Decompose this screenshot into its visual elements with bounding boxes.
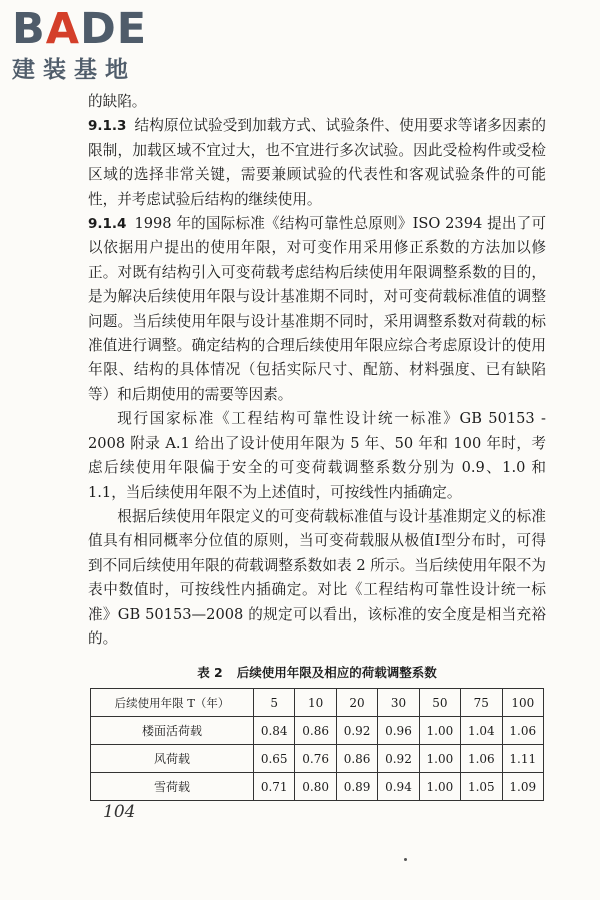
brand-logo <box>12 6 187 84</box>
table-cell: 1.04 <box>461 717 502 745</box>
table-header-year: 10 <box>295 689 336 717</box>
table-cell: 0.76 <box>295 745 336 773</box>
table-cell: 0.96 <box>378 717 419 745</box>
table-caption-number: 表 2 <box>197 665 223 681</box>
table-header-year: 30 <box>378 689 419 717</box>
logo-wordmark <box>12 6 187 52</box>
table-header-year: 20 <box>336 689 377 717</box>
table-caption <box>88 661 546 685</box>
table-header-year: 75 <box>461 689 502 717</box>
table-row-label: 雪荷载 <box>91 773 254 801</box>
logo-subtitle: 建装基地 <box>12 57 136 83</box>
logo-letters-pre: B <box>12 4 46 54</box>
section-text: 1998 年的国际标准《结构可靠性总原则》ISO 2394 提出了可以依据用户提出的使用年限，对可变作用采用修正系数的方法加以修正。对既有结构引入可变荷载考虑结构后续使用年限调整系数的目的，是为解决后续使用年限与设计基准期不同时，对可变荷载标准值的调整问题。当后续使用年限与设计基准期不同时，采用调整系数对荷载的标准值进行调整。确定结构的合理后续使用年限应综合考虑原设计的使用年限、结构的具体情况（包括实际尺寸、配筋、材料强度、已有缺陷等）和后期使用的需要等因素。 <box>88 215 546 403</box>
table-row <box>91 773 544 801</box>
section-9-1-4 <box>88 212 546 407</box>
table-cell: 0.84 <box>254 717 295 745</box>
table-header-label: 后续使用年限 T（年） <box>91 689 254 717</box>
table-cell: 1.05 <box>461 773 502 801</box>
table-cell: 1.00 <box>419 717 460 745</box>
table-caption-text: 后续使用年限及相应的荷载调整系数 <box>236 665 437 681</box>
scan-speck <box>404 858 407 861</box>
table-header-year: 100 <box>502 689 543 717</box>
logo-letter-accent: A <box>45 4 81 54</box>
table-cell: 0.80 <box>295 773 336 801</box>
logo-letters-post: DE <box>80 4 148 54</box>
table-cell: 0.65 <box>254 745 295 773</box>
section-9-1-3 <box>88 114 546 212</box>
table-cell: 1.00 <box>419 773 460 801</box>
section-number: 9.1.4 <box>88 216 127 233</box>
table-header-year: 5 <box>254 689 295 717</box>
section-number: 9.1.3 <box>88 118 127 135</box>
table-cell: 0.86 <box>295 717 336 745</box>
table-cell: 1.00 <box>419 745 460 773</box>
table-cell: 0.94 <box>378 773 419 801</box>
table-cell: 0.86 <box>336 745 377 773</box>
table-cell: 0.89 <box>336 773 377 801</box>
section-text: 结构原位试验受到加载方式、试验条件、使用要求等诸多因素的限制，加载区域不宜过大，也不宜进行多次试验。因此受检构件或受检区域的选择非常关键，需要兼顾试验的代表性和客观试验条件的可能性，并考虑试验后结构的继续使用。 <box>88 117 546 208</box>
table-row-label: 楼面活荷载 <box>91 717 254 745</box>
table-cell: 0.92 <box>378 745 419 773</box>
load-adjustment-table <box>90 688 544 801</box>
table-row-label: 风荷载 <box>91 745 254 773</box>
paragraph: 现行国家标准《工程结构可靠性设计统一标准》GB 50153 - 2008 附录 A.1 给出了设计使用年限为 5 年、50 年和 100 年时，考虑后续使用年限偏于安全的可变荷载调整系数分别为 0.9、1.0 和 1.1，当后续使用年限不为上述值时，可按线性内插确定。 <box>88 410 546 501</box>
table-header-row <box>91 689 544 717</box>
table-cell: 1.06 <box>502 717 543 745</box>
paragraph: 根据后续使用年限定义的可变荷载标准值与设计基准期定义的标准值具有相同概率分位值的原则，当可变荷载服从极值Ⅰ型分布时，可得到不同后续使用年限的荷载调整系数如表 2 所示。当后续使用年限不为表中数值时，可按线性内插确定。对比《工程结构可靠性设计统一标准》GB 50153—2008 的规定可以看出，该标准的安全度是相当充裕的。 <box>88 507 546 647</box>
page-body <box>88 90 546 694</box>
table-row <box>91 745 544 773</box>
table-cell: 0.92 <box>336 717 377 745</box>
table-cell: 0.71 <box>254 773 295 801</box>
table-row <box>91 717 544 745</box>
carryover-fragment: 的缺陷。 <box>88 93 147 110</box>
table-cell: 1.06 <box>461 745 502 773</box>
page-number: 104 <box>103 802 136 822</box>
table-cell: 1.11 <box>502 745 543 773</box>
table-cell: 1.09 <box>502 773 543 801</box>
table-header-year: 50 <box>419 689 460 717</box>
